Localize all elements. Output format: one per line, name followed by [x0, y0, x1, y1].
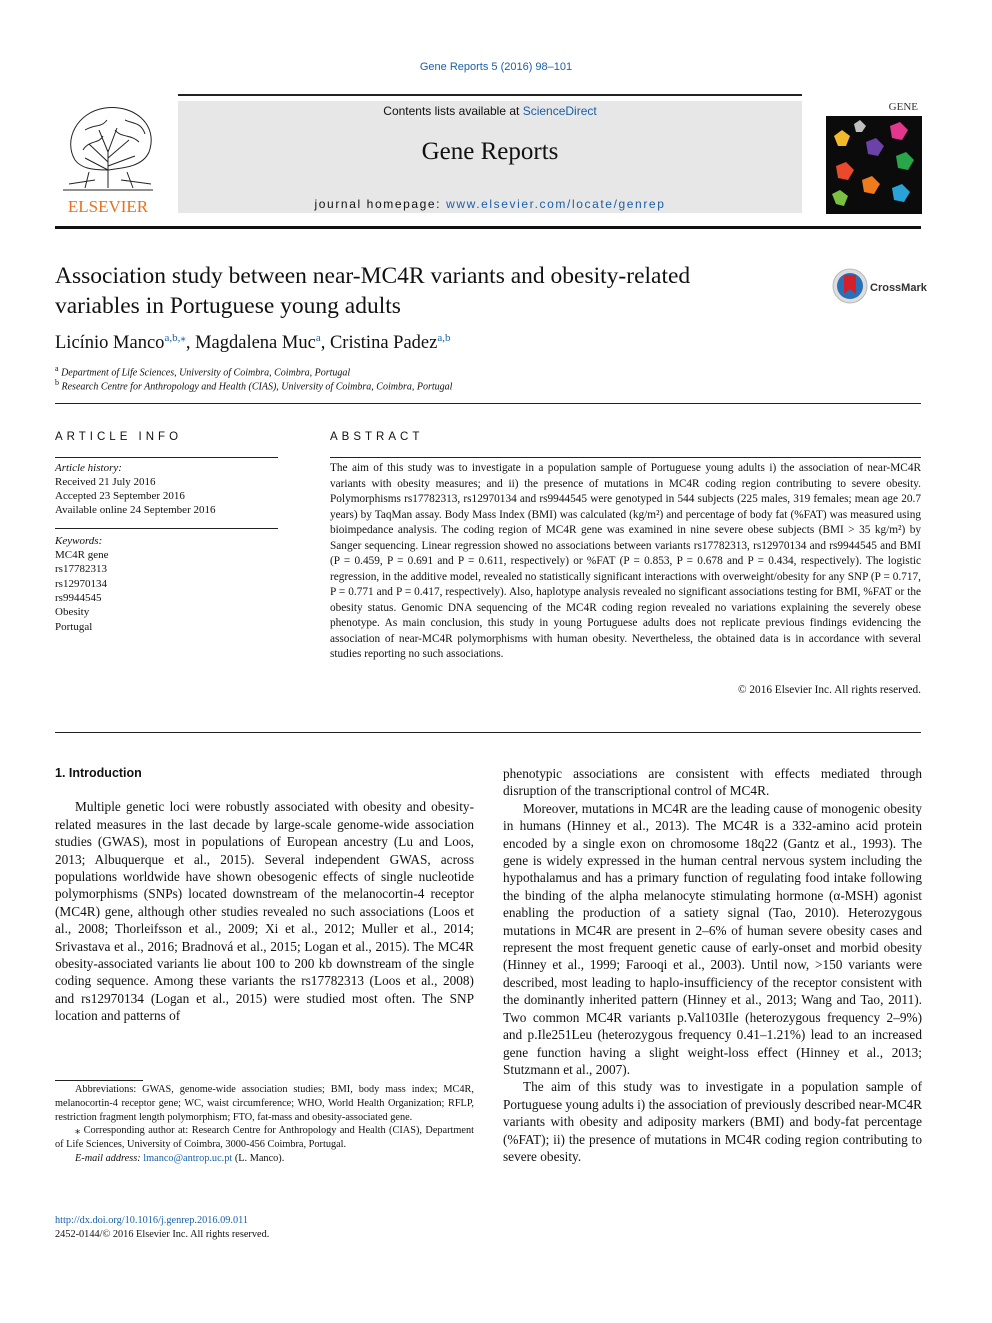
author-name[interactable]: Magdalena Muc [195, 333, 316, 354]
footnote-rule [55, 1080, 143, 1081]
introduction-heading: 1. Introduction [55, 766, 142, 780]
body-paragraph: Multiple genetic loci were robustly associated with obesity and obesity-related measures in the last decade by large-scale genome-wide association studies (GWAS), most in populations of European ancestry (Lu and Loos, 2013; Albuquerque et al., 2015). Several independent GWAS, across populations worldwide have shown obesogenic effects of single nucleotide polymorphisms (SNPs) located downstream of the melanocortin-4 receptor (MC4R) gene, although other studies revealed no such associations (Loos et al., 2008; Thorleifsson et al., 2009; Xi et al., 2012; Muller et al., 2014; Srivastava et al., 2016; Bradnová et al., 2015; Logan et al., 2015). The MC4R obesity-associated variants lie about 100 to 200 kb downstream of the single coding sequence. Among these variants the rs17782313 (Loos et al., 2008) and rs12970134 (Logan et al., 2015) were studied most often. The SNP location and patterns of [55, 799, 474, 1024]
email-suffix: (L. Manco). [232, 1152, 285, 1164]
journal-homepage-line: journal homepage: www.elsevier.com/locate/genrep [314, 197, 666, 211]
history-heading: Article history: [55, 462, 122, 474]
author-separator: , [320, 333, 330, 354]
crossmark-icon [832, 266, 932, 306]
body-paragraph: Moreover, mutations in MC4R are the leading cause of monogenic obesity in humans (Hinney et al., 2013). The MC4R is a 332-amino acid protein encoded by a single exon on chromosome 18q22 (Gantz et al., 1993). The gene is widely expressed in the human central nervous system including the hypothalamus and has a primary function of regulating food intake following the binding of the alpha melanocyte stimulating hormone (α-MSH) agonist enabling the production of a satiety signal (Tao, 2010). Heterozygous mutations in MC4R are present in 2–6% of human severe obesity cases and represent the most frequent genetic cause of early-onset and morbid obesity (Hinney et al., 1999; Farooqi et al., 2003). Until now, >150 variants were described, most leading to haplo-insufficiency of the receptor consistent with the dominantly inherited pattern (Hinney et al., 2013; Wang and Tao, 2011). Two common MC4R variants p.Val103Ile (heterozygous frequency 2–9%) and p.Ile251Leu (heterozygous frequency 0.41–1.21%) lead to an increased gene function having a slight weight-loss effect (Hinney et al., 2013; Stutzmann et al., 2007). [503, 800, 922, 1077]
affiliation-mark: a [55, 364, 59, 373]
keyword-item: rs12970134 [55, 578, 107, 590]
crossmark-label: CrossMark [870, 282, 927, 294]
affiliation-b [55, 378, 452, 392]
email-label: E-mail address: [75, 1152, 144, 1164]
masthead-top-rule [178, 94, 802, 96]
body-divider [55, 732, 921, 733]
journal-cover-image[interactable] [826, 96, 922, 214]
email-link[interactable]: lmanco@antrop.uc.pt [143, 1152, 233, 1164]
affiliation-a [55, 364, 350, 378]
sciencedirect-link[interactable]: ScienceDirect [522, 104, 597, 118]
journal-reference-link[interactable]: Gene Reports 5 (2016) 98–101 [419, 61, 573, 73]
body-paragraph: The aim of this study was to investigate in a population sample of Portuguese young adults i) the association of previously described near-MC4R variants with obesity and adiposity markers (BMI) and body-fat percentage (%FAT); ii) the presence of mutations in MC4R coding region contributing to severe obesity. [503, 1079, 922, 1164]
keyword-item: rs9944545 [55, 592, 102, 604]
history-online: Available online 24 September 2016 [55, 504, 216, 516]
cover-title: GENE [888, 101, 918, 113]
section-divider [55, 403, 921, 404]
article-info-rule [55, 457, 278, 458]
author-name[interactable]: Licínio Manco [55, 333, 165, 354]
doi-link[interactable]: http://dx.doi.org/10.1016/j.genrep.2016.09.011 [55, 1215, 249, 1226]
history-received: Received 21 July 2016 [55, 476, 156, 488]
affiliation-text: Research Centre for Anthropology and Health (CIAS), University of Coimbra, Coimbra, Portugal [61, 381, 453, 393]
issn-line: 2452-0144/© 2016 Elsevier Inc. All rights reserved. [55, 1229, 270, 1240]
keywords-heading: Keywords: [55, 535, 103, 547]
article-title-line: variables in Portuguese young adults [55, 293, 401, 319]
author-separator: , [185, 333, 196, 354]
elsevier-tree-icon [55, 100, 161, 216]
keywords-rule [55, 528, 278, 529]
author-list [55, 331, 855, 354]
author-superscript[interactable]: a [315, 332, 321, 344]
keyword-item: Obesity [55, 606, 90, 618]
body-column-left [55, 765, 474, 1025]
abstract-copyright: © 2016 Elsevier Inc. All rights reserved. [737, 684, 921, 696]
masthead-bottom-rule [55, 226, 921, 229]
affiliation-text: Department of Life Sciences, University of Coimbra, Coimbra, Portugal [61, 367, 351, 379]
journal-title: Gene Reports [421, 138, 559, 165]
body-column-right [503, 765, 922, 1165]
footnotes [55, 1083, 474, 1166]
elsevier-logo[interactable] [55, 100, 161, 216]
author-superscript[interactable]: a,b [437, 332, 451, 344]
abstract-text: The aim of this study was to investigate in a population sample of Portuguese young adults i) the association of near-MC4R variants with obesity measures; and ii) the presence of mutations in MC4R coding region contributing to severe obesity. Polymorphisms rs17782313, rs12970134 and rs9944545 were genotyped in 544 subjects (225 males, 319 females; mean age 20.7 years) by TaqMan assay. Body Mass Index (BMI) was calculated (kg/m²) and percentage of body fat (%FAT) was measured using bioimpedance analysis. The coding region of MC4R gene was examined in nine severe obese subjects (BMI > 35 kg/m²) by Sanger sequencing. Linear regression showed no associations between variants rs17782313, rs12970134 and rs9944545 and BMI (P = 0.459, P = 0.691 and P = 0.611, respectively) or %FAT (P = 0.853, P = 0.678 and P = 0.434, respectively). The logistic regression, in the additive model, revealed no statistically significant interactions with overweight/obesity for any SNP (P = 0.717, P = 0.771 and P = 0.417, respectively). Also, haplotype analysis revealed no significant associations testing for BMI, %FAT or the obesity status. Genomic DNA sequencing of the MC4R coding region revealed no variations explaining the severely obese phenotype. As main conclusion, this study in young Portuguese adults does not replicate previous findings evidencing the association of near-MC4R polymorphisms with human obesity. Nevertheless, the obtained data is in accordance with several studies reporting no such associations. [330, 462, 921, 660]
article-title-line: Association study between near-MC4R variants and obesity-related [55, 263, 691, 289]
contents-available-line: Contents lists available at ScienceDirect [383, 104, 597, 118]
keyword-item: rs17782313 [55, 563, 107, 575]
affiliation-mark: b [55, 378, 59, 387]
keyword-item: MC4R gene [55, 549, 109, 561]
author-name[interactable]: Cristina Padez [329, 333, 438, 354]
abstract-heading: ABSTRACT [330, 431, 424, 443]
article-info-heading: ARTICLE INFO [55, 431, 183, 443]
body-paragraph: phenotypic associations are consistent with effects mediated through disruption of the transcriptional control of MC4R. [503, 766, 922, 799]
keyword-item: Portugal [55, 621, 93, 633]
journal-homepage-link[interactable]: www.elsevier.com/locate/genrep [446, 197, 666, 211]
journal-cover-art [826, 96, 922, 214]
corresponding-author-footnote: ⁎ Corresponding author at: Research Centre for Anthropology and Health (CIAS), Department of Life Sciences, University of Coimbra, 3000-456 Coimbra, Portugal. [55, 1125, 474, 1151]
article-title [55, 261, 815, 321]
crossmark-badge[interactable] [832, 266, 932, 306]
abbreviations-footnote: Abbreviations: GWAS, genome-wide association studies; BMI, body mass index; MC4R, melanocortin-4 receptor gene; WC, waist circumference; WHO, World Health Organization; RFLP, restriction fragment length polymorphism; FTO, fat-mass and obesity-associated gene. [55, 1084, 474, 1123]
history-accepted: Accepted 23 September 2016 [55, 490, 185, 502]
author-superscript[interactable]: a,b,⁎ [164, 332, 186, 344]
email-footnote [55, 1152, 474, 1166]
abstract-rule [330, 457, 921, 458]
elsevier-wordmark: ELSEVIER [67, 197, 149, 216]
